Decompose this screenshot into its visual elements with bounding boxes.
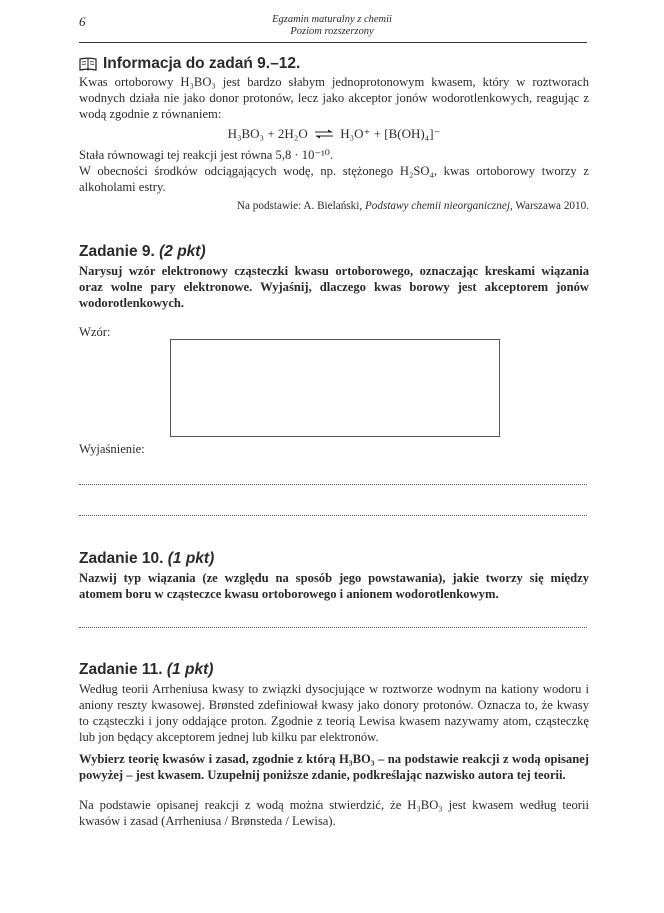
task-11-instruction: Wybierz teorię kwasów i zasad, zgodnie z którą H₃BO₃ – na podstawie reakcji z wodą opisanej powyżej – jest kwasem. Uzupełnij poniższe zdanie, podkreślając nazwisko autora tej teorii. (79, 752, 589, 782)
task-10-points: (1 pkt) (167, 550, 215, 567)
formula-answer-box[interactable] (170, 339, 500, 437)
task-9-instruction: Narysuj wzór elektronowy cząsteczki kwasu ortoborowego, oznaczając kreskami wiązania oraz wolne pary elektronowe. Wyjaśnij, dlaczego kwas borowy jest akceptorem jonów wodorotlenkowych. (79, 264, 589, 310)
info-paragraph-3: W obecności środków odciągających wodę, np. stężonego H₂SO₄, kwas ortoborowy tworzy z alkoholami estry. (79, 164, 589, 195)
header-divider (79, 42, 587, 43)
task-11-sentence[interactable]: Na podstawie opisanej reakcji z wodą można stwierdzić, że H₃BO₃ jest kwasem według teorii kwasów i zasad (Arrheniusa / Brønsteda / Lewisa). (79, 798, 589, 828)
header-exam-title: Egzamin maturalny z chemii (272, 14, 392, 25)
equation-reactants: H₃BO₃ + 2H₂O (227, 126, 308, 141)
task-9-points: (2 pkt) (159, 243, 206, 260)
equilibrium-arrows-icon (314, 127, 334, 143)
equation-products: H₃O⁺ + [B(OH)₄]⁻ (340, 126, 441, 141)
task-9-heading (79, 244, 589, 260)
source-prefix: Na podstawie: A. Bielański, (236, 200, 365, 213)
info-title-text: Informacja do zadań 9.–12. (103, 55, 301, 72)
task-10-number: Zadanie 10. (79, 550, 164, 567)
page-header (0, 14, 664, 38)
task-10-answer-line[interactable] (79, 627, 587, 628)
source-title: Podstawy chemii nieorganicznej (364, 200, 510, 213)
source-suffix: , Warszawa 2010. (509, 200, 589, 213)
task-10 (79, 551, 589, 602)
info-title (79, 56, 589, 72)
task-11-number: Zadanie 11. (79, 661, 163, 678)
page-number: 6 (79, 14, 86, 29)
task-11-heading (79, 662, 589, 678)
task-10-heading (79, 551, 589, 567)
book-icon (79, 57, 97, 71)
task-11-intro: Według teorii Arrheniusa kwasy to związki dysocjujące w roztworze wodnym na kationy wodoru i aniony reszty kwasowej. Brønsted zdefiniował kwasy jako donory protonów. Oznacza to, że kwasy to cząsteczki i jony oddające proton. Zgodnie z teorią Lewisa kwasem nazywamy atom, cząsteczkę lub jon będący akceptorem jednej lub kilku par elektronów. (79, 682, 589, 744)
formula-label: Wzór: (79, 325, 111, 339)
explanation-line-2[interactable] (79, 515, 587, 516)
task-9 (79, 244, 589, 311)
task-11-points: (1 pkt) (166, 661, 214, 678)
info-section (79, 56, 589, 214)
task-9-number: Zadanie 9. (79, 243, 155, 260)
source-citation (79, 198, 589, 214)
task-11 (79, 662, 589, 829)
info-paragraph-1: Kwas ortoborowy H₃BO₃ jest bardzo słabym jednoprotonowym kwasem, który w roztworach wodnych działa nie jako donor protonów, lecz jako akceptor jonów wodorotlenkowych, reagując z wodą zgodnie z równaniem: (79, 75, 589, 121)
reaction-equation (79, 126, 589, 143)
explanation-line-1[interactable] (79, 484, 587, 485)
info-paragraph-2: Stała równowagi tej reakcji jest równa 5,8 · 10⁻¹⁰. (79, 148, 333, 163)
explanation-label: Wyjaśnienie: (79, 442, 145, 456)
task-10-instruction: Nazwij typ wiązania (ze względu na sposób jego powstawania), jakie tworzy się między atomem boru w cząsteczce kwasu ortoborowego i anionem wodorotlenkowym. (79, 571, 589, 601)
header-level: Poziom rozszerzony (290, 26, 374, 37)
